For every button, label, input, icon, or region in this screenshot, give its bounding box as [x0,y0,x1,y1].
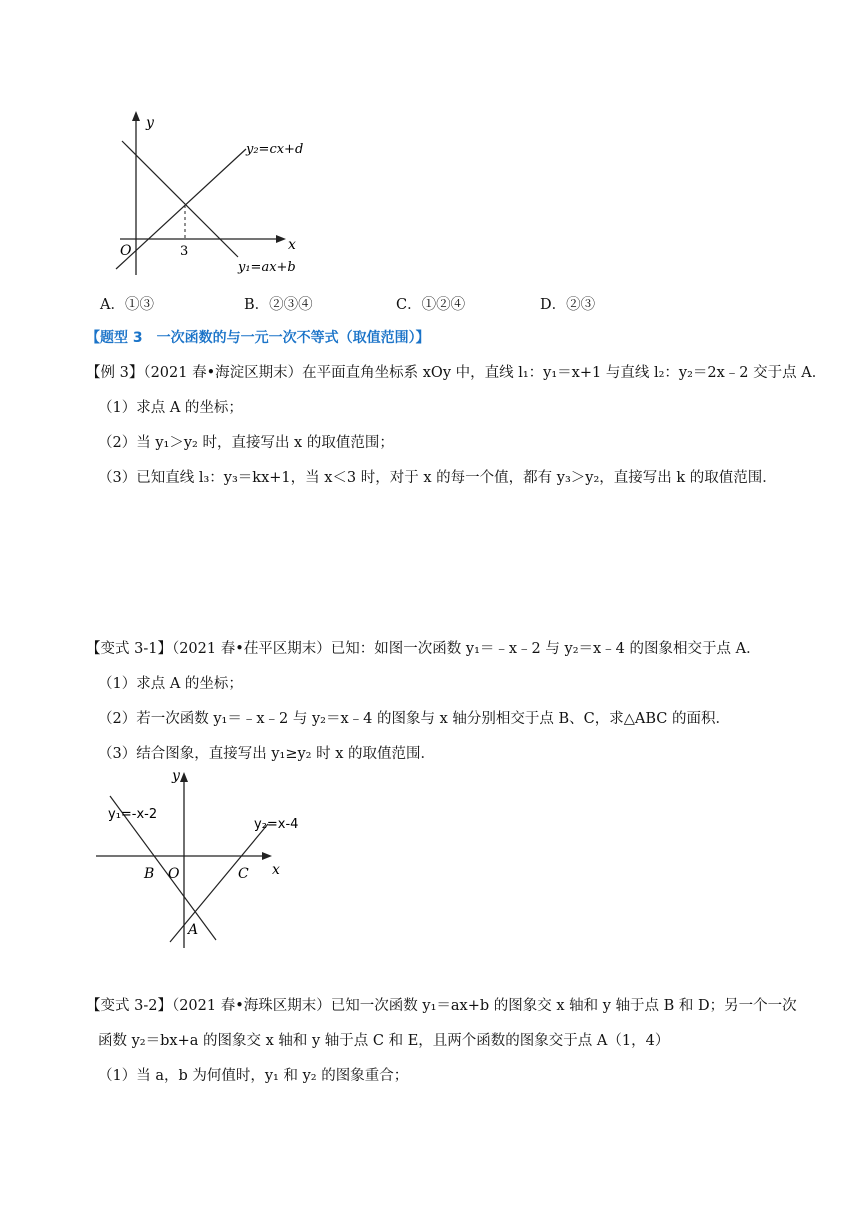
option-b: B．②③④ [244,297,313,313]
option-c: C．①②④ [396,297,466,313]
y-axis-label-2: y [172,768,180,784]
x-axis-arrow-2 [262,852,272,860]
line-y1-label: y₁=ax+b [238,260,296,275]
x-axis-label: x [288,237,296,253]
variant31-q2: （2）若一次函数 y₁＝﹣x﹣2 与 y₂＝x﹣4 的图象与 x 轴分别相交于点 B、C，求△ABC 的面积． [98,711,730,727]
line-y2-label-2: y₂=x-4 [254,817,299,832]
point-o-label: O [168,866,180,882]
y-axis-label: y [146,115,154,131]
section-title: 【题型 3 一次函数的与一元一次不等式（取值范围）】 [86,330,430,346]
x-axis-label-2: x [272,862,280,878]
point-c-label: C [238,866,249,882]
graph-y1-y2-intersection [100,105,330,285]
variant31-q3: （3）结合图象，直接写出 y₁≥y₂ 时 x 的取值范围． [98,746,435,762]
graph-y1-y2-abc [92,764,302,950]
point-a-label: A [188,922,199,938]
example3-q3: （3）已知直线 l₃：y₃＝kx+1，当 x＜3 时，对于 x 的每一个值，都有 y₃＞y₂，直接写出 k 的取值范围． [98,470,777,486]
variant32-title-cont: 函数 y₂＝bx+a 的图象交 x 轴和 y 轴于点 C 和 E，且两个函数的图象交于点 A（1，4） [98,1033,670,1049]
line-y2-label: y₂=cx+d [246,142,304,157]
point-b-label: B [144,866,155,882]
line-y1-label-2: y₁=-x-2 [108,807,158,822]
variant32-title: 【变式 3-2】（2021 春•海珠区期末）已知一次函数 y₁＝ax+b 的图象交 x 轴和 y 轴于点 B 和 D；另一个一次 [86,998,797,1014]
example3-q1: （1）求点 A 的坐标； [98,400,243,416]
variant32-q1: （1）当 a，b 为何值时，y₁ 和 y₂ 的图象重合； [98,1068,409,1084]
example3-title: 【例 3】（2021 春•海淀区期末）在平面直角坐标系 xOy 中，直线 l₁：y₁＝x+1 与直线 l₂：y₂＝2x﹣2 交于点 A． [86,365,827,381]
y-axis-arrow-2 [180,772,188,782]
variant31-q1: （1）求点 A 的坐标； [98,676,243,692]
option-d: D．②③ [540,297,596,313]
x-axis-arrow [276,235,286,243]
line-y2-2 [170,824,268,942]
tick-3-label: 3 [180,244,189,259]
option-a: A．①③ [100,297,154,313]
variant31-title: 【变式 3-1】（2021 春•茌平区期末）已知：如图一次函数 y₁＝﹣x﹣2 与 y₂＝x﹣4 的图象相交于点 A． [86,641,761,657]
example3-q2: （2）当 y₁＞y₂ 时，直接写出 x 的取值范围； [98,435,394,451]
y-axis-arrow [132,111,140,121]
origin-label: O [120,243,132,259]
